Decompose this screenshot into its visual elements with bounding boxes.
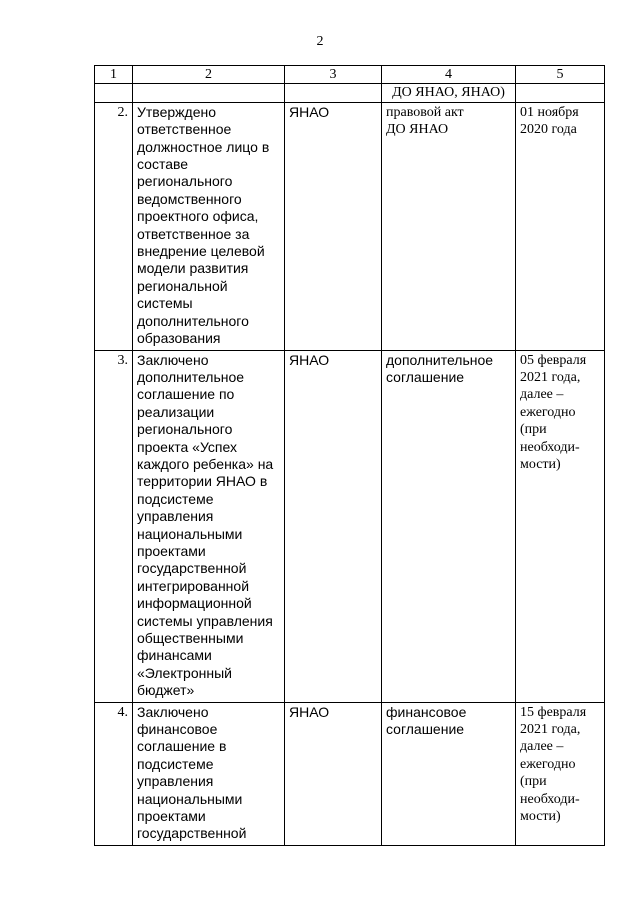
column-number: 2 bbox=[133, 66, 285, 84]
cell-text-line: управления bbox=[137, 508, 214, 525]
cell-text-line: далее – bbox=[520, 387, 564, 403]
cell-text-line: 01 ноября bbox=[520, 104, 579, 120]
cell-text-line: соглашение bbox=[386, 368, 465, 385]
table-cell bbox=[95, 84, 133, 102]
row-number: 3. bbox=[95, 350, 133, 702]
column-number: 1 bbox=[95, 66, 133, 84]
cell-text-line: информационной bbox=[137, 595, 252, 612]
cell-text-line: далее – bbox=[520, 739, 564, 755]
cell-text-line: финансами bbox=[137, 647, 212, 664]
cell-text-line: проекта «Успех bbox=[137, 438, 237, 455]
cell-text-line: мости) bbox=[520, 456, 561, 472]
cell-text-line: 15 февраля bbox=[520, 704, 587, 720]
cell-text-line: ведомственного bbox=[137, 190, 242, 207]
column-number: 5 bbox=[516, 66, 605, 84]
continuation-text: ДО ЯНАО, ЯНАО) bbox=[382, 84, 516, 102]
cell-text-line: проектного офиса, bbox=[137, 208, 259, 225]
cell-text-line: Утверждено bbox=[137, 103, 216, 120]
cell-text-line: соглашение в bbox=[137, 738, 227, 755]
cell-text-line: Заключено bbox=[137, 351, 209, 368]
cell-text-line: ежегодно bbox=[520, 756, 576, 772]
responsible-party: ЯНАО bbox=[285, 702, 382, 845]
event-description bbox=[133, 102, 285, 350]
result-type bbox=[382, 102, 516, 350]
cell-text-line: регионального bbox=[137, 421, 233, 438]
cell-text-line: национальными bbox=[137, 525, 243, 542]
cell-text-line: «Электронный bbox=[137, 664, 232, 681]
cell-text-line: региональной bbox=[137, 277, 228, 294]
cell-text-line: проектами bbox=[137, 808, 206, 825]
cell-text-line: государственной bbox=[137, 825, 247, 842]
cell-text-line: подсистеме bbox=[137, 490, 214, 507]
cell-text-line: проектами bbox=[137, 542, 206, 559]
column-number: 4 bbox=[382, 66, 516, 84]
cell-text-line: необходи- bbox=[520, 439, 580, 455]
table-row bbox=[95, 702, 605, 845]
cell-text-line: модели развития bbox=[137, 260, 249, 277]
deadline bbox=[516, 102, 605, 350]
cell-text-line: финансовое bbox=[137, 721, 218, 738]
cell-text-line: системы управления bbox=[137, 612, 273, 629]
cell-text-line: ответственное bbox=[137, 121, 232, 138]
row-number: 4. bbox=[95, 702, 133, 845]
cell-text-line: каждого ребенка» на bbox=[137, 455, 274, 472]
cell-text-line: (при bbox=[520, 422, 547, 438]
cell-text-line: внедрение целевой bbox=[137, 243, 265, 260]
cell-text-line: необходи- bbox=[520, 791, 580, 807]
cell-text-line: национальными bbox=[137, 790, 243, 807]
cell-text-line: бюджет» bbox=[137, 682, 195, 699]
cell-text-line: дополнительное bbox=[137, 368, 245, 385]
table-cell bbox=[285, 84, 382, 102]
cell-text-line: 2021 года, bbox=[520, 722, 581, 738]
cell-text-line: интегрированной bbox=[137, 577, 250, 594]
table-row bbox=[95, 102, 605, 350]
cell-text-line: регионального bbox=[137, 173, 233, 190]
cell-text-line: финансовое bbox=[386, 703, 467, 720]
result-type bbox=[382, 702, 516, 845]
cell-text-line: 2021 года, bbox=[520, 369, 581, 385]
cell-text-line: мости) bbox=[520, 809, 561, 825]
deadline bbox=[516, 702, 605, 845]
cell-text-line: управления bbox=[137, 773, 214, 790]
cell-text-line: 05 февраля bbox=[520, 352, 587, 368]
cell-text-line: Заключено bbox=[137, 703, 209, 720]
cell-text-line: составе bbox=[137, 156, 189, 173]
cell-text-line: дополнительного bbox=[137, 312, 249, 329]
cell-text-line: ДО ЯНАО bbox=[386, 122, 449, 138]
cell-text-line: ответственное за bbox=[137, 225, 250, 242]
cell-text-line: соглашение по bbox=[137, 386, 235, 403]
document-table bbox=[94, 65, 605, 846]
responsible-party: ЯНАО bbox=[285, 102, 382, 350]
cell-text-line: государственной bbox=[137, 560, 247, 577]
table-row bbox=[95, 350, 605, 702]
table-cell bbox=[133, 84, 285, 102]
responsible-party: ЯНАО bbox=[285, 350, 382, 702]
cell-text-line: образования bbox=[137, 330, 221, 347]
cell-text-line: реализации bbox=[137, 403, 215, 420]
cell-text-line: территории ЯНАО в bbox=[137, 473, 268, 490]
continuation-row bbox=[95, 84, 605, 102]
event-description bbox=[133, 702, 285, 845]
cell-text-line: 2020 года bbox=[520, 122, 577, 138]
cell-text-line: дополнительное bbox=[386, 351, 494, 368]
cell-text-line: ежегодно bbox=[520, 404, 576, 420]
cell-text-line: правовой акт bbox=[386, 104, 464, 120]
column-number: 3 bbox=[285, 66, 382, 84]
row-number: 2. bbox=[95, 102, 133, 350]
cell-text-line: общественными bbox=[137, 630, 244, 646]
cell-text-line: должностное лицо в bbox=[137, 138, 270, 155]
result-type bbox=[382, 350, 516, 702]
cell-text-line: (при bbox=[520, 774, 547, 790]
cell-text-line: подсистеме bbox=[137, 755, 214, 772]
deadline bbox=[516, 350, 605, 702]
page-number: 2 bbox=[316, 34, 324, 49]
cell-text-line: соглашение bbox=[386, 721, 465, 738]
event-description bbox=[133, 350, 285, 702]
column-number-row bbox=[95, 66, 605, 84]
table-cell bbox=[516, 84, 605, 102]
cell-text-line: системы bbox=[137, 295, 193, 312]
